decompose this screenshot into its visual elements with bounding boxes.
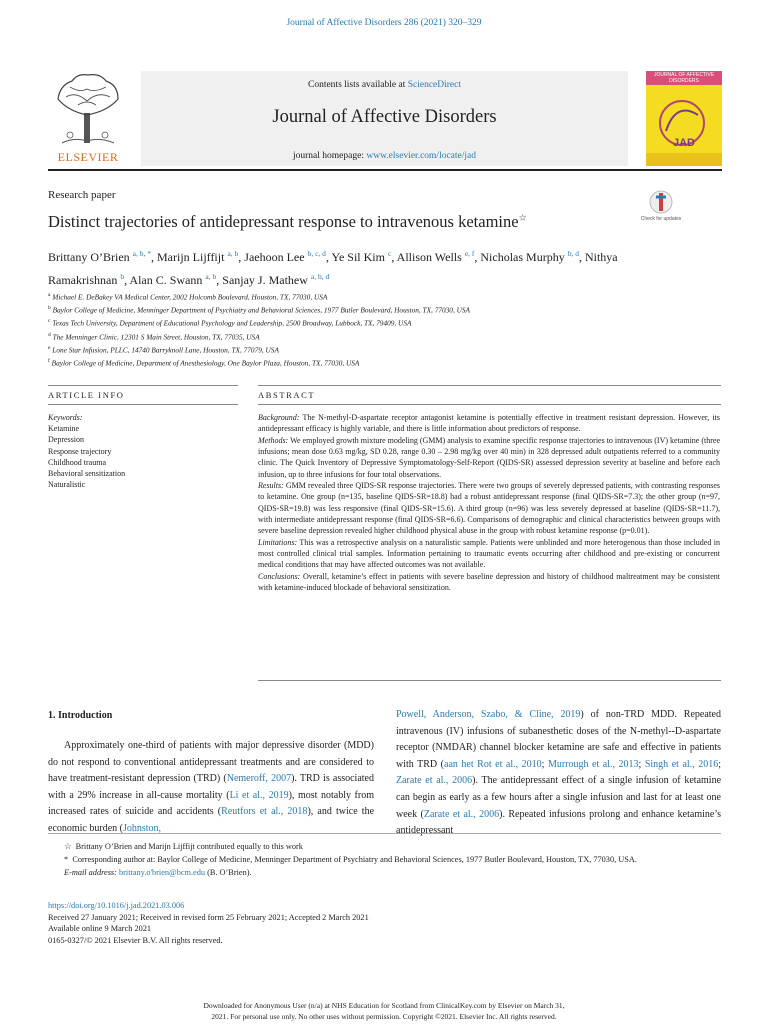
- footnote-star: [48, 840, 721, 853]
- check-updates-label: Check for updates: [640, 216, 682, 222]
- journal-cover[interactable]: [646, 71, 722, 166]
- divider: [48, 833, 721, 834]
- body-text: ;: [638, 758, 645, 770]
- abstract-section: [258, 435, 720, 480]
- abstract-section: [258, 537, 720, 571]
- abstract-section-text: The N-methyl-D-aspartate receptor antagonist ketamine is potentially effective in treatment resistant depression. However, its antidepressant efficacy is highly variable, and there is little information about predictors of response.: [258, 413, 721, 434]
- keyword-item: Ketamine: [48, 424, 80, 434]
- affiliation-text: The Menninger Clinic, 12301 S Main Street, Houston, TX, 77035, USA: [52, 332, 260, 342]
- body-text: ). Repeated infusions prolong and enhance ketamine’s antidepressant: [396, 808, 721, 837]
- email-suffix: (B. O’Brien).: [207, 868, 252, 877]
- keywords-label: Keywords:: [48, 413, 83, 422]
- affiliation-mark: a: [48, 292, 51, 298]
- affiliation-text: Lone Star Infusion, PLLC, 14740 Barryknoll Lane, Houston, TX, 77079, USA: [52, 345, 279, 355]
- author-list: Brittany O’Brien $^{a, b, *}$, Marijn Lijffijt $^{a, b}$, Jaehoon Lee $^{b, c, d}$, Ye Sil Kim $^c$, Allison Wells $^{e, f}$, Nicholas Murphy $^{b, d}$, Nithya Ramakrishnan $^b$, Alan C. Swann $^{a, b}$, Sanjay J. Mathew $^{a, b, d}$: [48, 249, 618, 287]
- affiliation-item: [48, 316, 708, 329]
- download-notice-line2: 2021. For personal use only. No other uses without permission. Copyright ©2021. Elsevier Inc. All rights reserved.: [211, 1012, 557, 1021]
- paper-title: [48, 212, 628, 232]
- affiliation-item: [48, 356, 708, 369]
- copyright-line: 0165-0327/© 2021 Elsevier B.V. All rights reserved.: [48, 936, 223, 946]
- abstract-section-text: Overall, ketamine’s effect in patients with severe baseline depression and history of childhood maltreatment may be consistent with ketamine-induced blockade of behavioral sensitization.: [258, 571, 721, 593]
- contents-prefix: Contents lists available at: [307, 80, 408, 90]
- author-name[interactable]: Allison Wells: [396, 250, 462, 264]
- affiliation-mark: b: [48, 305, 51, 312]
- author-name[interactable]: Sanjay J. Mathew: [222, 273, 308, 287]
- keyword-item: Depression: [48, 435, 84, 445]
- cover-title: JOURNAL OF AFFECTIVE DISORDERS: [653, 72, 715, 84]
- body-text: ). TRD is associated with a 29% increase in all-cause mortality (: [48, 773, 374, 801]
- author-name[interactable]: Ye Sil Kim: [331, 250, 385, 264]
- publication-info: [48, 900, 369, 947]
- body-text: ;: [718, 758, 721, 770]
- article-info-heading: ARTICLE INFO: [48, 390, 125, 400]
- body-text: ) of non-TRD MDD. Repeated intravenous (IV) infusions of subanesthetic doses of the N-methyl--D-aspartate receptor (NMDAR) channel blocker ketamine are safe and effective in patients with TRD (: [396, 709, 721, 770]
- sciencedirect-link[interactable]: ScienceDirect: [407, 80, 461, 90]
- author-affiliation-marks[interactable]: a, b, d: [310, 272, 330, 281]
- keyword-item: Childhood trauma: [48, 457, 106, 467]
- keyword-item: Response trajectory: [48, 446, 112, 456]
- divider: [48, 385, 238, 386]
- banner-center: [141, 71, 628, 166]
- divider: [258, 404, 721, 405]
- abstract-section: [258, 480, 720, 537]
- download-notice: [0, 1000, 768, 1022]
- affiliation-mark: c: [48, 318, 51, 325]
- journal-cover-image: [646, 71, 722, 166]
- abstract-section-text: We employed growth mixture modeling (GMM) analysis to examine specific response trajectories to intravenous (IV) ketamine (three infusions; mean dose 0.63 mg/kg, SD 0.28, range 0.30 – 2.98 mg/kg over 40 min) in 328 depressed adult outpatients referred to a community clinic. The Quick Inventory of Depressive Symptomatology-Self-Report (QIDS-SR) assessed depression severity at baseline and before each infusion, up to three infusions for four total observations.: [258, 435, 720, 479]
- footnote-corr-mark: *: [64, 855, 69, 864]
- journal-title: Journal of Affective Disorders: [272, 107, 497, 127]
- affiliation-text: Baylor College of Medicine, Department of Anesthesiology, One Baylor Plaza, Houston, TX, 77030, USA: [51, 358, 360, 368]
- homepage-line: [141, 151, 628, 161]
- cover-abbrev: JAD: [672, 137, 695, 149]
- email-label: E-mail address:: [64, 868, 117, 877]
- affiliation-text: Baylor College of Medicine, Menninger Department of Psychiatry and Behavioral Sciences, 1977 Butler Boulevard, Houston, TX, 77030, USA: [52, 305, 470, 315]
- journal-reference-link[interactable]: Journal of Affective Disorders 286 (2021) 320–329: [286, 18, 482, 28]
- keyword-item: Behavioral sensitization: [48, 469, 126, 479]
- keyword-item: Naturalistic: [48, 480, 86, 490]
- paragraph: [396, 707, 721, 840]
- citation-link[interactable]: Murrough et al., 2013: [547, 758, 639, 770]
- citation-link[interactable]: Zarate et al., 2006: [396, 775, 473, 787]
- body-text: ), most notably from increased rates of suicide and accidents (: [48, 789, 374, 818]
- author-affiliation-marks[interactable]: a, b: [205, 272, 217, 281]
- abstract-section-label: Background:: [258, 413, 300, 422]
- abstract-body: [258, 412, 720, 594]
- body-text: ). The antidepressant effect of a single infusion of ketamine can begin as early as a few hours after a single infusion and last for at least one week (: [396, 775, 722, 820]
- received-dates: Received 27 January 2021; Received in revised form 25 February 2021; Accepted 2 March 2021: [48, 912, 369, 922]
- paper-title-text: Distinct trajectories of antidepressant response to intravenous ketamine: [48, 212, 519, 231]
- author-name[interactable]: Alan C. Swann: [129, 273, 203, 287]
- footnote-star-text: Brittany O’Brien and Marijn Lijffijt contributed equally to this work: [75, 842, 303, 851]
- author-affiliation-marks[interactable]: b, d: [567, 249, 579, 258]
- affiliation-text: Michael E. DeBakey VA Medical Center, 2002 Holcomb Boulevard, Houston, TX, 77030, USA: [52, 292, 328, 302]
- affiliation-mark: e: [48, 344, 51, 351]
- citation-link[interactable]: Singh et al., 2016: [644, 758, 719, 770]
- check-for-updates-button[interactable]: [640, 189, 682, 229]
- divider: [258, 680, 721, 681]
- elsevier-wordmark: ELSEVIER: [57, 150, 119, 164]
- homepage-link[interactable]: www.elsevier.com/locate/jad: [366, 151, 476, 161]
- journal-banner: [48, 71, 722, 171]
- abstract-section-label: Conclusions:: [258, 571, 301, 581]
- homepage-prefix: journal homepage:: [293, 151, 367, 161]
- footnote-corresponding: [48, 853, 721, 866]
- affiliation-item: [48, 290, 708, 303]
- abstract-section-label: Limitations:: [258, 537, 298, 547]
- citation-link[interactable]: Johnston,: [122, 822, 162, 834]
- citation-link[interactable]: Powell, Anderson, Szabo, & Cline, 2019: [396, 709, 581, 720]
- elsevier-logo[interactable]: [48, 71, 128, 166]
- affiliation-item: [48, 330, 708, 343]
- download-notice-line1: Downloaded for Anonymous User (n/a) at NHS Education for Scotland from ClinicalKey.com by Elsevier on March 31,: [203, 1001, 565, 1010]
- footnote-email: [48, 866, 721, 879]
- author-name[interactable]: Marijn Lijffijt: [157, 250, 225, 264]
- abstract-section-text: GMM revealed three QIDS-SR response trajectories. There were two groups of severely depressed patients, with contrasting responses to ketamine. One group (n=135, baseline QIDS-SR=18.8) had a robust antidepressant response (final QIDS-SR=7.3); the other group (n=97, QIDS-SR=19.8) was less responsive (final QIDS-SR=15.6). A third group (n=96) was less severely depressed at baseline (QIDS-SR=11.7), with intermediate antidepressant response (final QIDS-SR=6.6). Comparisons of demographic and clinical characteristics between groups with severe baseline depression revealed higher childhood physical abuse in the group with robust ketamine response (p=0.01).: [258, 481, 721, 536]
- paragraph: [48, 738, 374, 838]
- article-type: Research paper: [48, 189, 116, 201]
- check-updates-icon: [645, 189, 677, 217]
- body-text: Approximately one-third of patients with major depressive disorder (MDD) do not respond to conventional antidepressant treatments and are considered to have treatment-resistant depression (TRD) (: [48, 740, 374, 785]
- author-affiliation-marks[interactable]: c: [387, 249, 392, 258]
- affiliation-item: [48, 343, 708, 356]
- body-text: ;: [541, 758, 548, 770]
- contents-line: [141, 80, 628, 90]
- author-name[interactable]: Nicholas Murphy: [480, 250, 565, 264]
- abstract-section: [258, 412, 720, 435]
- affiliation-mark: f: [48, 358, 50, 365]
- citation-link[interactable]: Zarate et al., 2006: [423, 808, 500, 820]
- citation-link[interactable]: aan het Rot et al., 2010: [444, 758, 542, 770]
- abstract-section-label: Methods:: [258, 435, 289, 445]
- abstract-heading: ABSTRACT: [258, 390, 316, 400]
- divider: [48, 404, 238, 405]
- footnotes: [48, 840, 721, 879]
- divider: [258, 385, 721, 386]
- author-affiliation-marks[interactable]: b, c, d: [307, 249, 326, 258]
- abstract-section-text: This was a retrospective analysis on a naturalistic sample. Patients were unblinded and more heterogenous than those included in most controlled clinical trial samples. Information pertaining to traumatic events occurring after childhood and pre-existing or concurrent medical conditions that may have affected outcomes was not available.: [258, 537, 720, 570]
- citation-link[interactable]: Li et al., 2019: [229, 789, 289, 801]
- author-affiliation-marks[interactable]: a, b: [227, 249, 239, 258]
- author-affiliation-marks[interactable]: e, f: [464, 249, 475, 258]
- footnote-star-mark: ☆: [64, 842, 72, 851]
- keywords-block: [48, 412, 125, 490]
- author-name[interactable]: Brittany O’Brien: [48, 250, 130, 264]
- section-heading-introduction: 1. Introduction: [48, 710, 113, 721]
- intro-paragraph-right: [396, 707, 721, 840]
- title-footnote-mark[interactable]: ☆: [518, 212, 527, 223]
- affiliation-mark: d: [48, 331, 51, 338]
- intro-paragraph-left: [48, 738, 374, 838]
- author-name[interactable]: Jaehoon Lee: [244, 250, 305, 264]
- affiliation-item: [48, 303, 708, 316]
- citation-link[interactable]: Nemeroff, 2007: [226, 773, 292, 785]
- author-affiliation-marks[interactable]: b: [120, 272, 125, 281]
- footnote-corr-text: Corresponding author at: Baylor College of Medicine, Menninger Department of Psychiatry and Behavioral Sciences, 1977 Butler Boulevard, Houston, TX, 77030, USA.: [72, 855, 637, 864]
- author-name[interactable]: Nithya Ramakrishnan: [48, 250, 618, 287]
- abstract-section: [258, 571, 720, 594]
- citation-link[interactable]: Reutfors et al., 2018: [221, 806, 308, 818]
- author-affiliation-marks[interactable]: a, b, *: [132, 249, 151, 258]
- available-online: Available online 9 March 2021: [48, 924, 152, 934]
- doi-link[interactable]: https://doi.org/10.1016/j.jad.2021.03.006: [48, 901, 185, 910]
- abstract-section-label: Results:: [258, 481, 284, 491]
- affiliation-list: [48, 290, 708, 369]
- body-text: ), and twice the economic burden (: [48, 806, 375, 834]
- email-link[interactable]: brittany.o'brien@bcm.edu: [119, 868, 206, 877]
- affiliation-text: Texas Tech University, Department of Educational Psychology and Leadership, 2500 Broadway, Lubbock, TX, 79409, USA: [52, 318, 412, 328]
